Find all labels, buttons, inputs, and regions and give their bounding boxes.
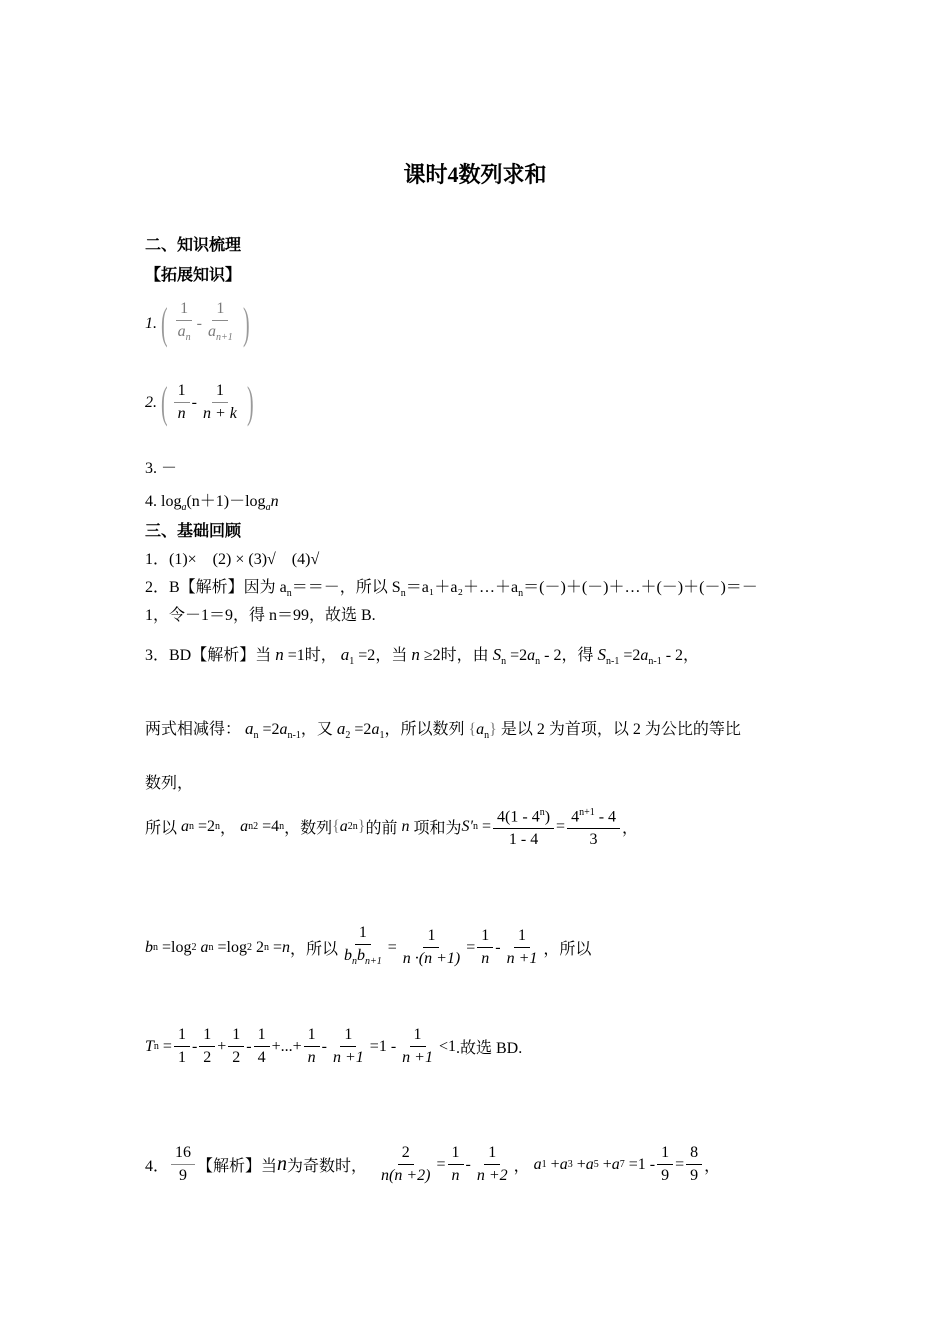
answer-2-line-2: 1，令－1＝9，得 n＝99，故选 B. xyxy=(145,607,376,624)
answer-4-line-1: 4． $\frac{16}{9}$ 【解析】当 n 为奇数时， $\frac{2}{n(n +2)}$ = $\frac{1}{n}$ - $\frac{1}{n +2}$ ， a 1 + a 3 + a 5 + a 7 =1 - $\frac{1}{9}$ = $\frac{8}{9}$ ， xyxy=(145,1144,721,1184)
page-title: 课时4数列求和 xyxy=(403,162,547,187)
knowledge-item-4: 4. $\log_a(n+1)-\log_an$ xyxy=(145,493,279,514)
answer-3-line-5: b n =log 2 a n =log 2 2 n = n ，所以 $\frac{1}{b_nb_{n+1}}$ = $\frac{1}{n \cdot(n +1)}$ = $\frac{1}{n}$ - $\frac{1}{n +1}$ ，所以 xyxy=(145,924,592,968)
subsection-extended: 【拓展知识】 xyxy=(145,267,242,284)
answer-1: 1．(1)× (2) × (3)√ (4)√ xyxy=(145,551,320,568)
answer-3-line-4: 所以 a n =2 n ， a n 2 =4 n ，数列 { a 2 n } 的前 n 项和为 S′ n = $\frac{4(1 - 4^n)}{1 - 4}$ = $\frac{4^{n+1} - 4}{3}$ ， xyxy=(145,802,638,851)
section-knowledge: 二、知识梳理 xyxy=(145,237,242,254)
answer-3-line-2: 两式相减得： $a_n =2a_{n-1}$，又 $a_2 =2a_1$，所以数列 $\{a_n\}$ 是以 2 为首项，以 2 为公比的等比 xyxy=(145,719,741,742)
answer-3-line-6: T n = $\frac{1}{1}$ - $\frac{1}{2}$ + $\frac{1}{2}$ - $\frac{1}{4}$ +...+ $\frac{1}{n}$ - $\frac{1}{n +1}$ =1 - $\frac{1}{n +1}$ <1 .故选 BD. xyxy=(145,1026,523,1066)
section-review: 三、基础回顾 xyxy=(145,523,242,540)
answer-2-line-1: 2．B【解析】因为 $a_n==-$，所以 $S_n=a_1+a_2+\dots+a_n=(-)+(-)+\dots+(-)+(-)=-$ xyxy=(145,579,758,600)
answer-3-line-3: 数列， xyxy=(145,775,194,792)
answer-3-line-1: 3．BD【解析】当 n =1时， $a_1 =2$，当 n ≥2时，由 $S_n =2a_n - 2$，得 $S_{n-1} =2a_{n-1} - 2$， xyxy=(145,645,700,668)
knowledge-item-1: 1. ( $\frac{1}{a_n}$ - $\frac{1}{a_{n+1}}$ ) xyxy=(145,298,250,348)
knowledge-item-3: 3. － xyxy=(145,460,178,477)
knowledge-item-2: 2. ( $\frac{1}{n}$ - $\frac{1}{n + k}$ ) xyxy=(145,377,254,427)
